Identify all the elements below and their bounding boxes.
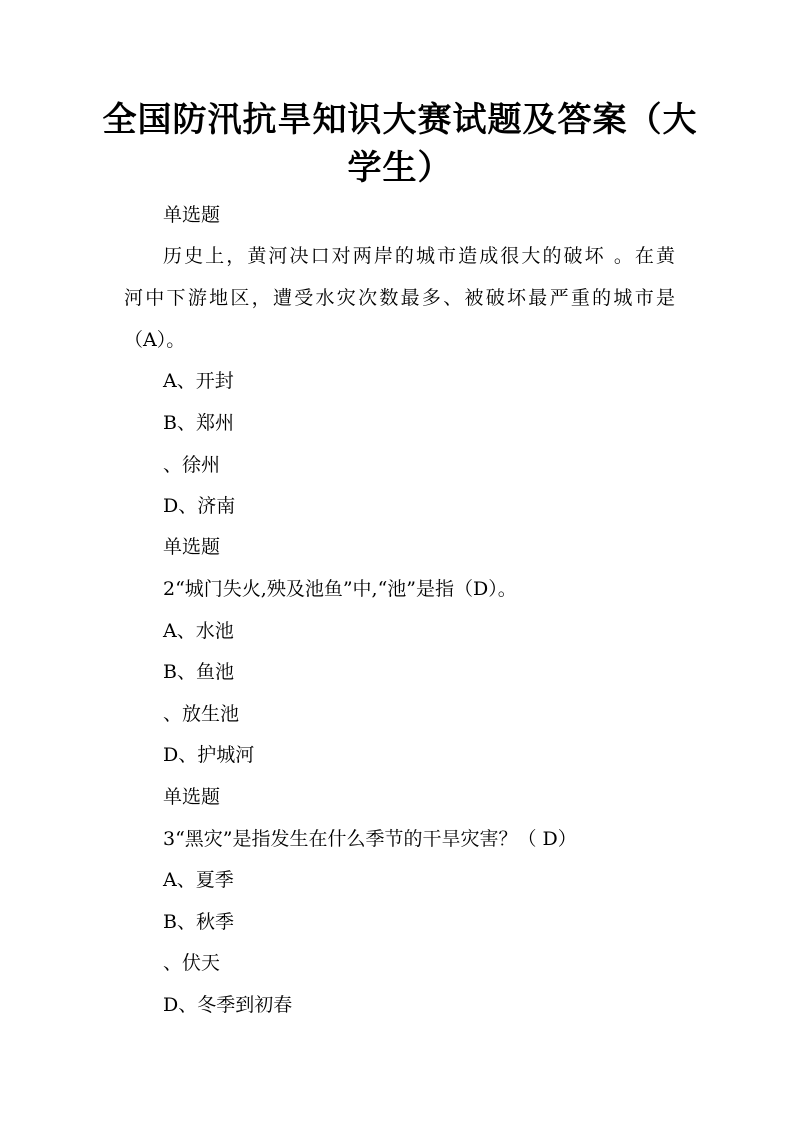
option-c: 、伏天 xyxy=(163,952,221,974)
option-c: 、徐州 xyxy=(163,454,221,476)
question-text-line: （A）。 xyxy=(124,329,186,351)
option-d: D、济南 xyxy=(163,495,236,517)
title-line-2: 学生） xyxy=(347,148,453,188)
question-text-line: 3“黑灾”是指发生在什么季节的干旱灾害？（ D） xyxy=(163,828,577,850)
option-d: D、护城河 xyxy=(163,744,255,766)
option-b: B、秋季 xyxy=(163,911,234,933)
question-text-line: 历史上，黄河决口对两岸的城市造成很大的破坏 。在黄 xyxy=(163,245,675,267)
option-a: A、水池 xyxy=(163,620,234,642)
option-b: B、鱼池 xyxy=(163,661,234,683)
title-line-1: 全国防汛抗旱知识大赛试题及答案（大 xyxy=(102,100,698,140)
question-text-line: 2“城门失火,殃及池鱼”中,“池”是指（D）。 xyxy=(163,578,517,600)
option-a: A、夏季 xyxy=(163,869,234,891)
option-a: A、开封 xyxy=(163,370,234,392)
document-title xyxy=(100,96,700,192)
question-text-line: 河中下游地区，遭受水灾次数最多、被破坏最严重的城市是 xyxy=(124,287,675,309)
option-c: 、放生池 xyxy=(163,703,240,725)
option-b: B、郑州 xyxy=(163,412,234,434)
question-type-label: 单选题 xyxy=(163,204,221,226)
question-type-label: 单选题 xyxy=(163,536,221,558)
question-type-label: 单选题 xyxy=(163,786,221,808)
option-d: D、冬季到初春 xyxy=(163,994,293,1016)
